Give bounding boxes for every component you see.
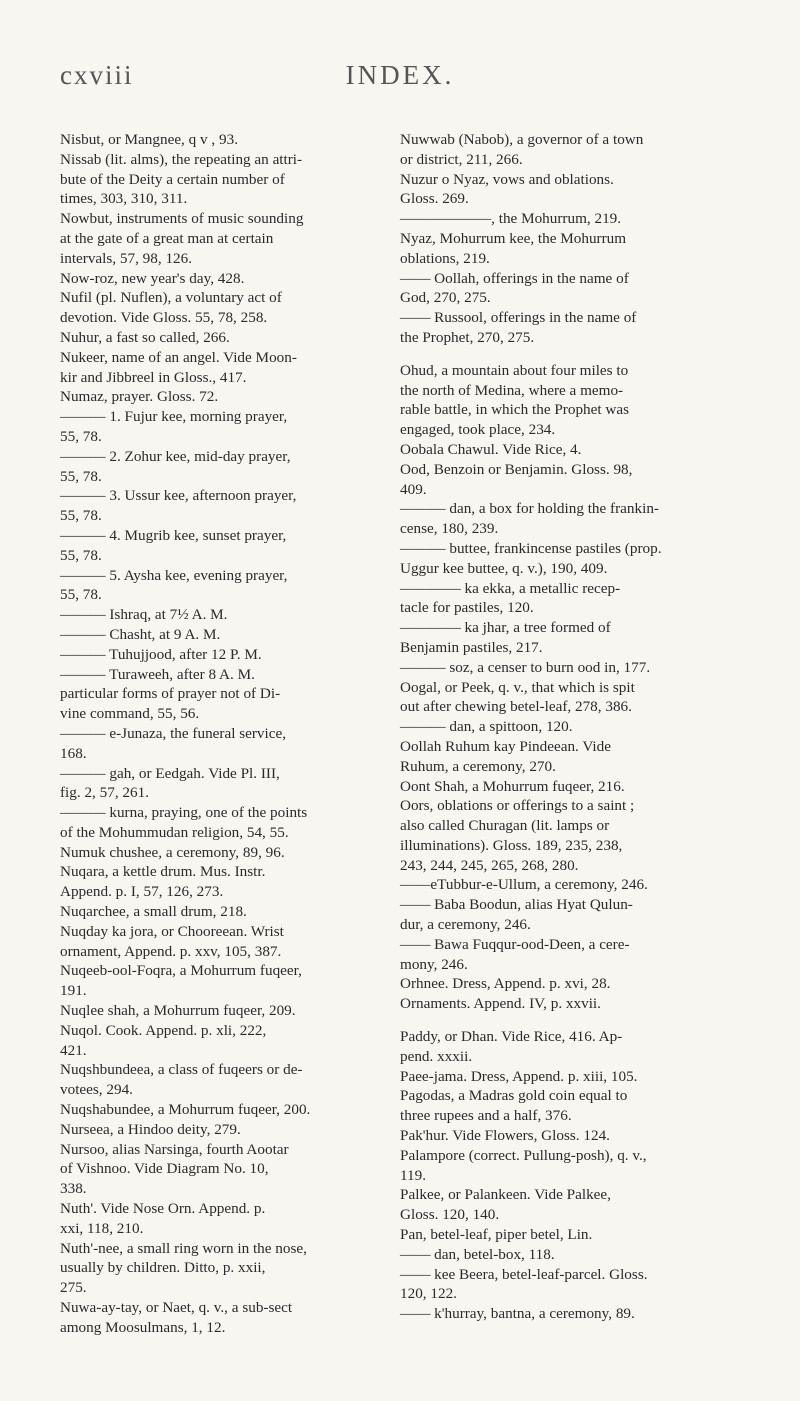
index-line: votees, 294. [60, 1081, 133, 1099]
index-line: Pagodas, a Madras gold coin equal to [400, 1087, 628, 1105]
index-line: 168. [60, 744, 87, 762]
index-line: Ood, Benzoin or Benjamin. Gloss. 98, [400, 460, 633, 478]
index-line: 55, 78. [60, 507, 102, 525]
index-line: ——— 5. Aysha kee, evening prayer, [60, 566, 288, 584]
index-line: the north of Medina, where a memo- [400, 381, 624, 399]
index-line: Nukeer, name of an angel. Vide Moon- [60, 348, 297, 366]
index-line: Nuth'. Vide Nose Orn. Append. p. [60, 1200, 266, 1218]
index-line: Nursoo, alias Narsinga, fourth Aootar [60, 1140, 289, 1158]
index-line: Nuwa-ay-tay, or Naet, q. v., a sub-sect [60, 1299, 293, 1317]
index-line: mony, 246. [400, 955, 468, 973]
index-line: Nuqlee shah, a Mohurrum fuqeer, 209. [60, 1002, 296, 1020]
index-line: Numaz, prayer. Gloss. 72. [60, 388, 219, 406]
index-line: at the gate of a great man at certain [60, 229, 274, 247]
index-line: Orhnee. Dress, Append. p. xvi, 28. [400, 975, 611, 993]
index-line: fig. 2, 57, 261. [60, 784, 150, 802]
right-column-section-p [400, 1027, 745, 1324]
index-line: —— Oollah, offerings in the name of [400, 269, 629, 287]
index-line: illuminations). Gloss. 189, 235, 238, [400, 836, 623, 854]
index-line: ——— dan, a box for holding the frankin- [400, 500, 659, 518]
index-line: also called Churagan (lit. lamps or [400, 817, 610, 835]
index-line: of the Mohummudan religion, 54, 55. [60, 823, 289, 841]
index-line: Gloss. 269. [400, 190, 469, 208]
index-line: Now-roz, new year's day, 428. [60, 269, 245, 287]
page-header [60, 60, 740, 108]
index-line: Oogal, or Peek, q. v., that which is spit [400, 678, 635, 696]
index-line: dur, a ceremony, 246. [400, 916, 531, 934]
index-line: ——————, the Mohurrum, 219. [400, 210, 622, 228]
index-line: Nuqara, a kettle drum. Mus. Instr. [60, 863, 266, 881]
index-line: Nuwwab (Nabob), a governor of a town [400, 131, 644, 148]
index-line: Nuqarchee, a small drum, 218. [60, 903, 247, 921]
index-line: Nuqshbundeea, a class of fuqeers or de- [60, 1061, 303, 1079]
index-line: Paddy, or Dhan. Vide Rice, 416. Ap- [400, 1028, 623, 1046]
index-line: Nissab (lit. alms), the repeating an attri- [60, 150, 303, 168]
index-line: rable battle, in which the Prophet was [400, 401, 630, 419]
index-line: ——— 1. Fujur kee, morning prayer, [60, 408, 288, 426]
index-line: Benjamin pastiles, 217. [400, 638, 543, 656]
index-line: 275. [60, 1279, 87, 1297]
index-line: Paee-jama. Dress, Append. p. xiii, 105. [400, 1067, 638, 1085]
index-line: Nuqday ka jora, or Chooreean. Wrist [60, 922, 284, 940]
index-line: Uggur kee buttee, q. v.), 190, 409. [400, 559, 608, 577]
index-line: Ohud, a mountain about four miles to [400, 361, 629, 379]
index-line: ——— e-Junaza, the funeral service, [60, 724, 287, 742]
index-line: ——— 4. Mugrib kee, sunset prayer, [60, 526, 287, 544]
index-line: particular forms of prayer not of Di- [60, 685, 281, 703]
index-line: ——eTubbur-e-Ullum, a ceremony, 246. [400, 876, 648, 894]
index-line: three rupees and a half, 376. [400, 1107, 572, 1125]
index-line: or district, 211, 266. [400, 150, 523, 168]
index-line: Nuqeeb-ool-Foqra, a Mohurrum fuqeer, [60, 962, 302, 980]
index-line: ornament, Append. p. xxv, 105, 387. [60, 942, 282, 960]
index-line: —— dan, betel-box, 118. [400, 1245, 555, 1263]
index-line: Palampore (correct. Pullung-posh), q. v., [400, 1146, 647, 1164]
index-line: Oors, oblations or offerings to a saint ; [400, 797, 635, 815]
index-line: —— Baba Boodun, alias Hyat Qulun- [400, 896, 633, 914]
index-line: the Prophet, 270, 275. [400, 328, 535, 346]
index-line: Nuth'-nee, a small ring worn in the nose, [60, 1239, 307, 1257]
index-line: ——— 2. Zohur kee, mid-day prayer, [60, 447, 291, 465]
index-line: vine command, 55, 56. [60, 705, 200, 723]
index-line: xxi, 118, 210. [60, 1219, 144, 1237]
index-line: engaged, took place, 234. [400, 421, 556, 439]
index-line: oblations, 219. [400, 249, 490, 267]
index-line: Append. p. I, 57, 126, 273. [60, 883, 224, 901]
index-line: among Moosulmans, 1, 12. [60, 1318, 226, 1336]
index-line: ——— kurna, praying, one of the points [60, 804, 308, 822]
page-number: cxviii [60, 60, 134, 90]
index-line: Pan, betel-leaf, piper betel, Lin. [400, 1226, 593, 1244]
index-line: ———— ka jhar, a tree formed of [400, 619, 611, 637]
index-line: usually by children. Ditto, p. xxii, [60, 1259, 266, 1277]
index-line: Pak'hur. Vide Flowers, Gloss. 124. [400, 1127, 610, 1145]
index-line: Nuqol. Cook. Append. p. xli, 222, [60, 1021, 267, 1039]
index-line: 409. [400, 480, 427, 498]
index-line: Oobala Chawul. Vide Rice, 4. [400, 440, 582, 458]
index-line: Numuk chushee, a ceremony, 89, 96. [60, 843, 285, 861]
index-line: bute of the Deity a certain number of [60, 170, 285, 188]
index-line: Nurseea, a Hindoo deity, 279. [60, 1120, 241, 1138]
index-line: 55, 78. [60, 467, 102, 485]
index-line: God, 270, 275. [400, 289, 491, 307]
index-line: cense, 180, 239. [400, 520, 499, 538]
index-line: Nowbut, instruments of music sounding [60, 210, 304, 228]
index-line: Nisbut, or Mangnee, q v , 93. [60, 131, 239, 148]
left-column [60, 130, 405, 1338]
index-line: 338. [60, 1180, 87, 1198]
index-line: Gloss. 120, 140. [400, 1206, 500, 1224]
index-line: ——— Turaweeh, after 8 A. M. [60, 665, 255, 683]
index-line: kir and Jibbreel in Gloss., 417. [60, 368, 247, 386]
index-line: Nuhur, a fast so called, 266. [60, 328, 230, 346]
index-line: devotion. Vide Gloss. 55, 78, 258. [60, 309, 268, 327]
right-column-section-o [400, 361, 745, 1014]
index-line: Nuzur o Nyaz, vows and oblations. [400, 170, 614, 188]
index-line: ——— gah, or Eedgah. Vide Pl. III, [60, 764, 280, 782]
index-line: Palkee, or Palankeen. Vide Palkee, [400, 1186, 611, 1204]
index-line: ——— soz, a censer to burn ood in, 177. [400, 658, 651, 676]
index-line: 55, 78. [60, 586, 102, 604]
index-line: ——— Tuhujjood, after 12 P. M. [60, 645, 262, 663]
index-line: intervals, 57, 98, 126. [60, 249, 193, 267]
index-line: tacle for pastiles, 120. [400, 599, 534, 617]
index-line: ——— buttee, frankincense pastiles (prop. [400, 539, 662, 557]
index-line: 120, 122. [400, 1285, 457, 1303]
index-line: ——— 3. Ussur kee, afternoon prayer, [60, 487, 297, 505]
index-line: 191. [60, 982, 87, 1000]
index-line: Oont Shah, a Mohurrum fuqeer, 216. [400, 777, 625, 795]
index-line: out after chewing betel-leaf, 278, 386. [400, 698, 632, 716]
index-line: —— k'hurray, bantna, a ceremony, 89. [400, 1305, 635, 1323]
index-line: of Vishnoo. Vide Diagram No. 10, [60, 1160, 269, 1178]
index-line: 55, 78. [60, 546, 102, 564]
index-line: Nuqshabundee, a Mohurrum fuqeer, 200. [60, 1101, 311, 1119]
right-column [400, 130, 745, 1324]
index-line: 243, 244, 245, 265, 268, 280. [400, 856, 579, 874]
index-line: —— kee Beera, betel-leaf-parcel. Gloss. [400, 1265, 648, 1283]
index-line: ——— Ishraq, at 7½ A. M. [60, 606, 228, 624]
index-line: Nyaz, Mohurrum kee, the Mohurrum [400, 229, 627, 247]
index-line: 55, 78. [60, 427, 102, 445]
right-column-section-n [400, 130, 745, 348]
index-line: Ruhum, a ceremony, 270. [400, 757, 556, 775]
index-line: Nufil (pl. Nuflen), a voluntary act of [60, 289, 282, 307]
index-line: ——— Chasht, at 9 A. M. [60, 625, 221, 643]
index-line: Oollah Ruhum kay Pindeean. Vide [400, 737, 611, 755]
index-line: —— Bawa Fuqqur-ood-Deen, a cere- [400, 935, 630, 953]
index-line: times, 303, 310, 311. [60, 190, 188, 208]
index-line: 119. [400, 1166, 427, 1184]
index-line: Ornaments. Append. IV, p. xxvii. [400, 995, 601, 1013]
running-title: INDEX. [345, 60, 455, 90]
index-line: —— Russool, offerings in the name of [400, 309, 637, 327]
index-line: ——— dan, a spittoon, 120. [400, 718, 573, 736]
index-line: 421. [60, 1041, 87, 1059]
index-line: ———— ka ekka, a metallic recep- [400, 579, 621, 597]
index-line: pend. xxxii. [400, 1047, 473, 1065]
